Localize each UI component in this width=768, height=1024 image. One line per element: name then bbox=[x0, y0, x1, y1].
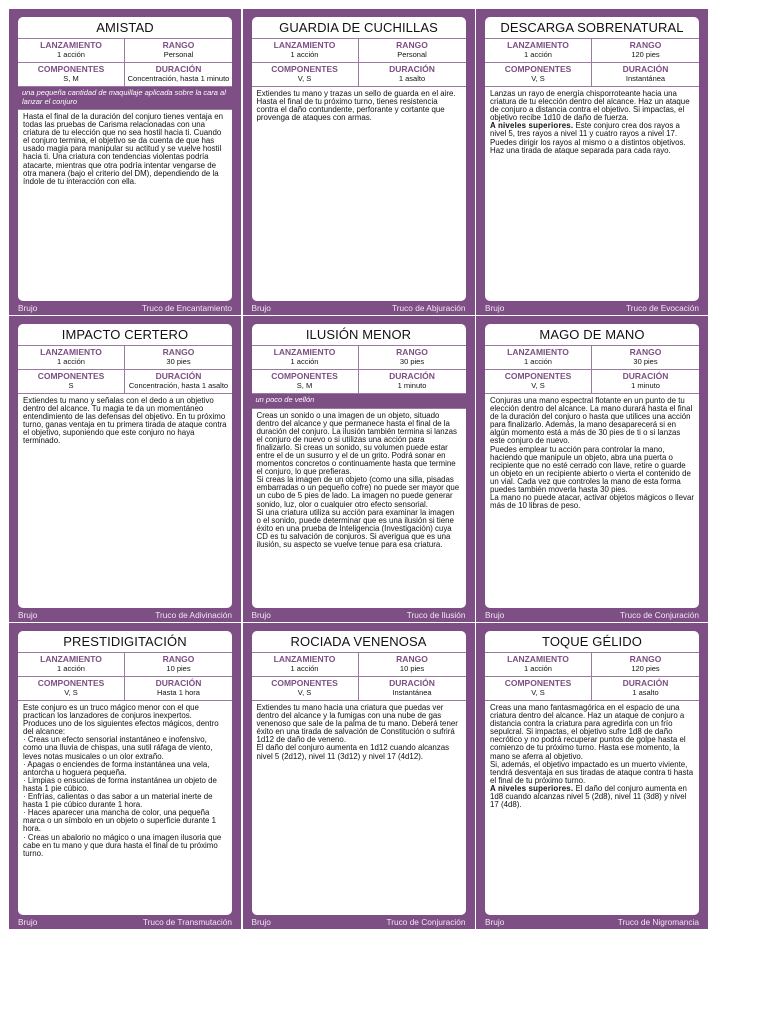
casting-time-cell bbox=[252, 39, 359, 63]
description-text: · Limpias o ensucias de forma instantánea un objeto de hasta 1 pie cúbico. bbox=[23, 775, 217, 793]
casting-time-value: 1 acción bbox=[57, 664, 85, 673]
spell-class: Brujo bbox=[18, 302, 38, 313]
spell-stats bbox=[252, 653, 466, 701]
spell-school: Truco de Conjuración bbox=[619, 609, 699, 620]
spell-title: DESCARGA SOBRENATURAL bbox=[485, 17, 699, 39]
description-text: Este conjuro es un truco mágico menor con el que practican los lanzadores de conjuros inexpertos. Produces uno de los siguientes efectos mágicos, dentro del alcance: bbox=[23, 703, 219, 737]
components-cell bbox=[252, 370, 359, 394]
material-component: una pequeña cantidad de maquillaje aplicada sobre la cara al lanzar el conjuro bbox=[18, 87, 232, 110]
range-label: RANGO bbox=[396, 654, 428, 664]
duration-cell bbox=[592, 63, 699, 87]
casting-time-label: LANZAMIENTO bbox=[273, 347, 336, 357]
casting-time-value: 1 acción bbox=[524, 664, 552, 673]
casting-time-value: 1 acción bbox=[524, 50, 552, 59]
spell-description bbox=[485, 701, 699, 809]
spell-card bbox=[243, 9, 475, 315]
spell-card-footer bbox=[18, 915, 232, 928]
spell-description bbox=[252, 87, 466, 122]
spell-school: Truco de Encantamiento bbox=[141, 302, 232, 313]
components-cell bbox=[485, 370, 592, 394]
range-value: Personal bbox=[163, 50, 194, 59]
description-paragraph bbox=[490, 494, 694, 510]
duration-label: DURACIÓN bbox=[389, 64, 435, 74]
spell-title: IMPACTO CERTERO bbox=[18, 324, 232, 346]
spell-title: ILUSIÓN MENOR bbox=[252, 324, 466, 346]
casting-time-label: LANZAMIENTO bbox=[273, 654, 336, 664]
spell-title: AMISTAD bbox=[18, 17, 232, 39]
casting-time-label: LANZAMIENTO bbox=[273, 40, 336, 50]
duration-cell bbox=[125, 63, 232, 87]
spell-card-body bbox=[485, 324, 699, 608]
spell-description bbox=[485, 394, 699, 510]
spell-card-footer bbox=[252, 608, 466, 621]
description-paragraph bbox=[23, 809, 227, 833]
spell-description bbox=[18, 701, 232, 858]
spell-card-body bbox=[485, 17, 699, 301]
range-cell bbox=[592, 346, 699, 370]
range-label: RANGO bbox=[629, 347, 662, 357]
duration-value: Concentración, hasta 1 minuto bbox=[127, 74, 230, 83]
description-paragraph bbox=[257, 509, 461, 549]
components-value: V, S bbox=[531, 74, 545, 83]
duration-value: 1 asalto bbox=[632, 688, 659, 697]
range-cell bbox=[125, 346, 232, 370]
components-value: V, S bbox=[531, 381, 545, 390]
range-label: RANGO bbox=[396, 347, 428, 357]
spell-stats bbox=[485, 653, 699, 701]
components-cell bbox=[252, 63, 359, 87]
spell-school: Truco de Conjuración bbox=[386, 916, 466, 927]
duration-cell bbox=[125, 677, 232, 701]
description-paragraph bbox=[490, 90, 694, 122]
description-text: Conjuras una mano espectral flotante en un punto de tu elección dentro del alcance. La mano durará hasta el final de la duración del conjuro o hasta que utilices una acción para finalizarlo. Además, la mano desaparecerá si en algún momento está a más de 30 pies de ti o si lanzas este conjuro de nuevo. bbox=[490, 396, 693, 446]
duration-cell bbox=[359, 370, 466, 394]
duration-cell bbox=[359, 63, 466, 87]
spell-class: Brujo bbox=[485, 302, 505, 313]
spell-card-body bbox=[485, 631, 699, 915]
description-text: · Enfrías, calientas o das sabor a un material inerte de hasta 1 pie cúbico durante 1 hora. bbox=[23, 792, 213, 810]
spell-card bbox=[476, 9, 708, 315]
duration-label: DURACIÓN bbox=[622, 64, 669, 74]
spell-card-footer bbox=[18, 301, 232, 314]
description-text: Este conjuro crea dos rayos a nivel 5, tres rayos a nivel 11 y cuatro rayos a nivel 17. Puedes dirigir los rayos al mismo o a distintos objetivos. Haz una tirada de ataque separada para cada rayo. bbox=[490, 121, 686, 155]
components-cell bbox=[18, 63, 125, 87]
description-text: Puedes emplear tu acción para controlar la mano, haciendo que manipule un objeto, abra una puerta o recipiente que no esté cerrado con llave, retire o guarde un objeto en un recipiente abierto o vierta el contenido de un vial. Cada vez que controles la mano de esta forma puedes también moverla hasta 30 pies. bbox=[490, 444, 691, 495]
range-value: 30 pies bbox=[399, 357, 425, 366]
duration-label: DURACIÓN bbox=[622, 678, 669, 688]
range-value: 10 pies bbox=[399, 664, 425, 673]
description-text: El daño del conjuro aumenta en 1d8 cuando alcanzas nivel 5 (2d8), nivel 11 (3d8) y nivel 17 (4d8). bbox=[490, 783, 687, 810]
casting-time-cell bbox=[18, 653, 125, 677]
description-text: Creas una mano fantasmagórica en el espacio de una criatura dentro del alcance. Haz un ataque de conjuro a distancia contra la criatura para agredirla con un frío sepulcral. Si impactas, el objetivo sufre 1d8 de daño necrótico y no podrá recuperar puntos de golpe hasta el comienzo de tu próximo turno. Hasta ese momento, la mano se aferra al objetivo. bbox=[490, 703, 686, 761]
casting-time-value: 1 acción bbox=[290, 50, 319, 59]
description-text: La mano no puede atacar, activar objetos mágicos o llevar más de 10 libras de peso. bbox=[490, 493, 694, 511]
spell-description bbox=[252, 701, 466, 761]
spell-card-footer bbox=[252, 301, 466, 314]
spell-card-body bbox=[252, 17, 466, 301]
components-cell bbox=[252, 677, 359, 701]
description-text: Si, además, el objetivo impactado es un muerto viviente, tendrá desventaja en sus tiradas de ataque contra ti hasta el final de tu próximo turno. bbox=[490, 759, 694, 785]
casting-time-label: LANZAMIENTO bbox=[507, 40, 569, 50]
spell-description bbox=[18, 110, 232, 186]
spell-card-footer bbox=[252, 915, 466, 928]
spell-card-body bbox=[252, 631, 466, 915]
description-paragraph bbox=[257, 90, 461, 122]
components-label: COMPONENTES bbox=[504, 678, 572, 688]
spell-description bbox=[18, 394, 232, 446]
description-text: · Creas un efecto sensorial instantáneo e inofensivo, como una lluvia de chispas, una sutil ráfaga de viento, leves notas musicales o un olor extraño. bbox=[23, 735, 213, 761]
spell-card bbox=[9, 316, 241, 622]
range-cell bbox=[359, 39, 466, 63]
spell-card-footer bbox=[18, 608, 232, 621]
higher-levels-label: A niveles superiores. bbox=[490, 121, 574, 131]
spell-card-footer bbox=[485, 915, 699, 928]
range-value: 30 pies bbox=[633, 357, 658, 366]
spell-class: Brujo bbox=[485, 609, 505, 620]
duration-value: 1 minuto bbox=[397, 381, 427, 390]
components-value: V, S bbox=[64, 688, 78, 697]
spell-title: PRESTIDIGITACIÓN bbox=[18, 631, 232, 653]
description-paragraph bbox=[23, 397, 227, 446]
components-label: COMPONENTES bbox=[37, 64, 105, 74]
range-value: Personal bbox=[397, 50, 427, 59]
spell-title: ROCIADA VENENOSA bbox=[252, 631, 466, 653]
duration-cell bbox=[359, 677, 466, 701]
spell-school: Truco de Transmutación bbox=[142, 916, 232, 927]
components-label: COMPONENTES bbox=[37, 371, 105, 381]
description-paragraph bbox=[23, 777, 227, 793]
casting-time-label: LANZAMIENTO bbox=[40, 654, 102, 664]
description-text: Extiendes tu mano hacia una criatura que puedas ver dentro del alcance y la fumigas con una nube de gas venenoso que sale de la palma de tu mano. Deberá tener éxito en una tirada de salvación de Constitución o sufrirá 1d12 de daño de veneno. bbox=[256, 703, 458, 745]
spell-class: Brujo bbox=[18, 916, 38, 927]
range-cell bbox=[125, 39, 232, 63]
spell-card-sheet bbox=[9, 9, 708, 929]
description-paragraph bbox=[23, 761, 227, 777]
components-label: COMPONENTES bbox=[271, 64, 338, 74]
range-cell bbox=[592, 39, 699, 63]
spell-stats bbox=[485, 346, 699, 394]
spell-card-body bbox=[18, 324, 232, 608]
spell-card-body bbox=[252, 324, 466, 608]
range-label: RANGO bbox=[162, 40, 195, 50]
description-paragraph bbox=[257, 744, 461, 760]
components-label: COMPONENTES bbox=[37, 678, 105, 688]
description-paragraph bbox=[257, 704, 461, 744]
spell-stats bbox=[485, 39, 699, 87]
components-value: V, S bbox=[297, 688, 312, 697]
range-label: RANGO bbox=[162, 347, 195, 357]
spell-description bbox=[252, 409, 466, 550]
range-cell bbox=[359, 346, 466, 370]
range-label: RANGO bbox=[396, 40, 428, 50]
range-value: 30 pies bbox=[166, 357, 191, 366]
casting-time-cell bbox=[252, 653, 359, 677]
description-paragraph bbox=[490, 704, 694, 761]
spell-card bbox=[243, 623, 475, 929]
components-label: COMPONENTES bbox=[271, 678, 338, 688]
duration-label: DURACIÓN bbox=[389, 371, 435, 381]
components-cell bbox=[485, 63, 592, 87]
spell-class: Brujo bbox=[485, 916, 505, 927]
description-paragraph bbox=[23, 834, 227, 858]
casting-time-label: LANZAMIENTO bbox=[507, 347, 569, 357]
spell-class: Brujo bbox=[251, 302, 271, 313]
range-label: RANGO bbox=[629, 654, 662, 664]
components-cell bbox=[485, 677, 592, 701]
casting-time-label: LANZAMIENTO bbox=[507, 654, 569, 664]
higher-levels-label: A niveles superiores. bbox=[490, 783, 574, 793]
duration-label: DURACIÓN bbox=[155, 371, 202, 381]
spell-card-footer bbox=[485, 608, 699, 621]
description-paragraph bbox=[490, 446, 694, 495]
description-paragraph bbox=[23, 793, 227, 809]
spell-card-body bbox=[18, 631, 232, 915]
description-text: · Creas un abalorio no mágico o una imagen ilusoria que cabe en tu mano y que dura hasta el final de tu próximo turno. bbox=[23, 832, 222, 858]
description-text: · Apagas o enciendes de forma instantánea una vela, antorcha u hoguera pequeña. bbox=[23, 759, 210, 777]
duration-cell bbox=[125, 370, 232, 394]
casting-time-label: LANZAMIENTO bbox=[40, 40, 102, 50]
description-paragraph bbox=[257, 476, 461, 508]
range-label: RANGO bbox=[162, 654, 195, 664]
duration-value: 1 minuto bbox=[631, 381, 660, 390]
description-paragraph bbox=[23, 113, 227, 186]
description-text: Creas un sonido o una imagen de un objeto, situado dentro del alcance y que permanece hasta el final de la duración del conjuro. La ilusión también termina si lanzas el conjuro de nuevo o si utilizas una acción para finalizarlo. Si creas un sonido, su volumen puede estar entre el de un susurro y el de un grito. Podrá sonar en momentos concretos o continuamente hasta que termine el conjuro, lo que prefieras. bbox=[256, 410, 457, 477]
components-label: COMPONENTES bbox=[504, 371, 572, 381]
spell-card bbox=[243, 316, 475, 622]
description-text: Extiendes tu mano y trazas un sello de guarda en el aire. Hasta el final de tu próximo turno, tienes resistencia contra el daño contundente, perforante y cortante que provenga de ataques con armas. bbox=[256, 89, 456, 123]
description-paragraph bbox=[23, 736, 227, 760]
duration-value: Instantánea bbox=[625, 74, 666, 83]
casting-time-cell bbox=[485, 346, 592, 370]
description-text: Extiendes tu mano y señalas con el dedo a un objetivo dentro del alcance. Tu magia te da un momentáneo entendimiento de las defensas del objetivo. En tu próximo turno, ganas ventaja en tu primera tirada de ataque contra el objetivo, suponiendo que este conjuro no haya terminado. bbox=[23, 396, 227, 446]
description-text: Si una criatura utiliza su acción para examinar la imagen o el sonido, puede determinar que es una ilusión si tiene éxito en una prueba de Inteligencia (Investigación) cuya CD es tu salvación de conjuros. Si averigua que es una ilusión, su aspecto se vuelve tenue para esa criatura. bbox=[256, 507, 455, 549]
spell-school: Truco de Nigromancia bbox=[617, 916, 699, 927]
duration-value: Instantánea bbox=[392, 688, 432, 697]
duration-cell bbox=[592, 370, 699, 394]
spell-card bbox=[476, 316, 708, 622]
components-cell bbox=[18, 370, 125, 394]
description-paragraph bbox=[490, 761, 694, 785]
spell-school: Truco de Evocación bbox=[625, 302, 699, 313]
spell-card bbox=[476, 623, 708, 929]
components-cell bbox=[18, 677, 125, 701]
spell-school: Truco de Adivinación bbox=[155, 609, 232, 620]
spell-school: Truco de Ilusión bbox=[406, 609, 466, 620]
range-cell bbox=[125, 653, 232, 677]
spell-class: Brujo bbox=[251, 916, 271, 927]
spell-class: Brujo bbox=[18, 609, 38, 620]
casting-time-label: LANZAMIENTO bbox=[40, 347, 102, 357]
spell-card-body bbox=[18, 17, 232, 301]
range-label: RANGO bbox=[629, 40, 662, 50]
spell-description bbox=[485, 87, 699, 155]
casting-time-cell bbox=[485, 39, 592, 63]
description-paragraph bbox=[257, 412, 461, 477]
spell-stats bbox=[18, 346, 232, 394]
duration-cell bbox=[592, 677, 699, 701]
components-value: V, S bbox=[531, 688, 545, 697]
description-text: Si creas la imagen de un objeto (como una silla, pisadas embarradas o un pequeño cofre) no puede ser mayor que un cubo de 5 pies de lado. La imagen no puede generar sonido, luz, olor o cualquier otro efecto sensorial. bbox=[256, 475, 460, 509]
description-paragraph bbox=[490, 122, 694, 154]
casting-time-value: 1 acción bbox=[57, 357, 85, 366]
casting-time-cell bbox=[18, 39, 125, 63]
spell-school: Truco de Abjuración bbox=[392, 302, 466, 313]
material-component: un poco de vellón bbox=[252, 394, 466, 409]
components-value: S, M bbox=[296, 381, 313, 390]
range-value: 120 pies bbox=[631, 50, 660, 59]
casting-time-value: 1 acción bbox=[290, 357, 319, 366]
spell-title: TOQUE GÉLIDO bbox=[485, 631, 699, 653]
casting-time-cell bbox=[18, 346, 125, 370]
duration-value: 1 asalto bbox=[398, 74, 426, 83]
spell-title: MAGO DE MANO bbox=[485, 324, 699, 346]
description-paragraph bbox=[490, 397, 694, 446]
range-value: 10 pies bbox=[166, 664, 191, 673]
description-text: Hasta el final de la duración del conjuro tienes ventaja en todas las pruebas de Carisma relacionadas con una criatura de tu elección que no sea hostil hacia ti. Cuando el conjuro termina, el objetivo se da cuenta de que has usado magia para manipular su actitud y se vuelve hostil hacia ti. Una criatura con tendencias violentas podría atacarte, mientras que otra podría intentar vengarse de otra manera (bajo el criterio del DM), dependiendo de la índole de tu interacción con ella. bbox=[23, 112, 224, 186]
spell-card-footer bbox=[485, 301, 699, 314]
components-value: S, M bbox=[63, 74, 79, 83]
duration-label: DURACIÓN bbox=[155, 64, 202, 74]
range-value: 120 pies bbox=[631, 664, 660, 673]
components-value: S bbox=[68, 381, 74, 390]
components-label: COMPONENTES bbox=[271, 371, 338, 381]
casting-time-cell bbox=[485, 653, 592, 677]
components-label: COMPONENTES bbox=[504, 64, 572, 74]
casting-time-value: 1 acción bbox=[57, 50, 85, 59]
description-text: · Haces aparecer una mancha de color, una pequeña marca o un símbolo en un objeto o superficie durante 1 hora. bbox=[23, 808, 217, 834]
casting-time-value: 1 acción bbox=[524, 357, 552, 366]
range-cell bbox=[592, 653, 699, 677]
duration-value: Hasta 1 hora bbox=[157, 688, 200, 697]
spell-stats bbox=[18, 653, 232, 701]
description-text: El daño del conjuro aumenta en 1d12 cuando alcanzas nivel 5 (2d12), nivel 11 (3d12) y nivel 17 (4d12). bbox=[256, 743, 450, 761]
description-paragraph bbox=[490, 785, 694, 809]
spell-title: GUARDIA DE CUCHILLAS bbox=[252, 17, 466, 39]
spell-card bbox=[9, 623, 241, 929]
duration-label: DURACIÓN bbox=[155, 678, 202, 688]
casting-time-cell bbox=[252, 346, 359, 370]
duration-label: DURACIÓN bbox=[389, 678, 435, 688]
description-text: Lanzas un rayo de energía chisporroteante hacia una criatura de tu elección dentro del alcance. Haz un ataque de conjuro a distancia contra el objetivo. Si impactas, el objetivo recibe 1d10 de daño de fuerza. bbox=[490, 89, 690, 123]
spell-class: Brujo bbox=[251, 609, 271, 620]
description-paragraph bbox=[23, 704, 227, 736]
duration-label: DURACIÓN bbox=[622, 371, 669, 381]
spell-stats bbox=[252, 346, 466, 394]
spell-card bbox=[9, 9, 241, 315]
duration-value: Concentración, hasta 1 asalto bbox=[128, 381, 229, 390]
components-value: V, S bbox=[297, 74, 312, 83]
range-cell bbox=[359, 653, 466, 677]
spell-stats bbox=[18, 39, 232, 87]
spell-stats bbox=[252, 39, 466, 87]
casting-time-value: 1 acción bbox=[290, 664, 319, 673]
